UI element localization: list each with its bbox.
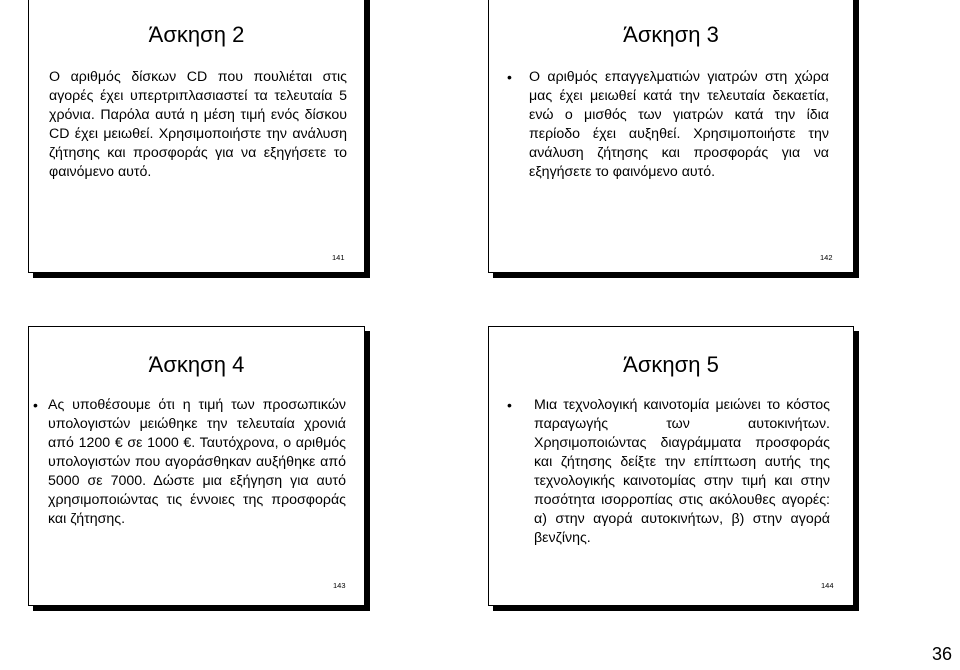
slide-number: 143 (333, 581, 346, 590)
slide-title: Άσκηση 3 (623, 22, 719, 47)
slide-text: Ο αριθμός δίσκων CD που πουλιέται στις αγορές έχει υπερτριπλασιαστεί τα τελευταία 5 χρόνια. Παρόλα αυτά η μέση τιμή ενός δίσκου CD έχει μειωθεί. Χρησιμοποιήστε την ανάλυση ζήτησης και προσφοράς για να εξηγήσετε το φαινόμενο αυτό. (49, 69, 347, 180)
page-number: 36 (931, 644, 952, 664)
slide-askisi-5 (488, 326, 854, 606)
slide-title: Άσκηση 2 (148, 22, 245, 47)
slide-number: 142 (820, 253, 833, 262)
slide-text: Μια τεχνολογική καινοτομία μειώνει το κόστος παραγωγής των αυτοκινήτων. Χρησιμοποιώντας διαγράμματα προσφοράς και ζήτησης δείξτε την επίπτωση αυτής της τεχνολογικής καινοτομίας στην τιμή και στην ποσότητα ισορροπίας στις ακόλουθες αγορές: α) στην αγορά αυτοκινήτων, β) στην αγορά βενζίνης. (534, 397, 830, 546)
slide-number: 141 (332, 253, 345, 262)
bullet: • (507, 69, 512, 85)
slide-number: 144 (821, 581, 834, 590)
bullet: • (507, 397, 512, 413)
slide-title: Άσκηση 4 (148, 352, 245, 377)
slide-askisi-3 (488, 0, 854, 273)
slide-title: Άσκηση 5 (623, 352, 719, 377)
slide-text: Ας υποθέσουμε ότι η τιμή των προσωπικών υπολογιστών μειώθηκε την τελευταία χρονιά από 1200 € σε 1000 €. Ταυτόχρονα, ο αριθμός υπολογιστών που αγοράσθηκαν αυξήθηκε από 5000 σε 7000. Δώστε μια εξήγηση για αυτό χρησιμοποιώντας τις έννοιες της προσφοράς και ζήτησης. (48, 397, 346, 527)
slide-askisi-4 (28, 326, 365, 606)
slide-askisi-2 (28, 0, 365, 273)
slide-text: Ο αριθμός επαγγελματιών γιατρών στη χώρα μας έχει μειωθεί κατά την τελευταία δεκαετία, ενώ ο μισθός των γιατρών κατά την ίδια περίοδο έχει αυξηθεί. Χρησιμοποιήστε την ανάλυση ζήτησης και προσφοράς για να εξηγήσετε το φαινόμενο αυτό. (529, 69, 829, 180)
bullet: • (33, 397, 38, 413)
